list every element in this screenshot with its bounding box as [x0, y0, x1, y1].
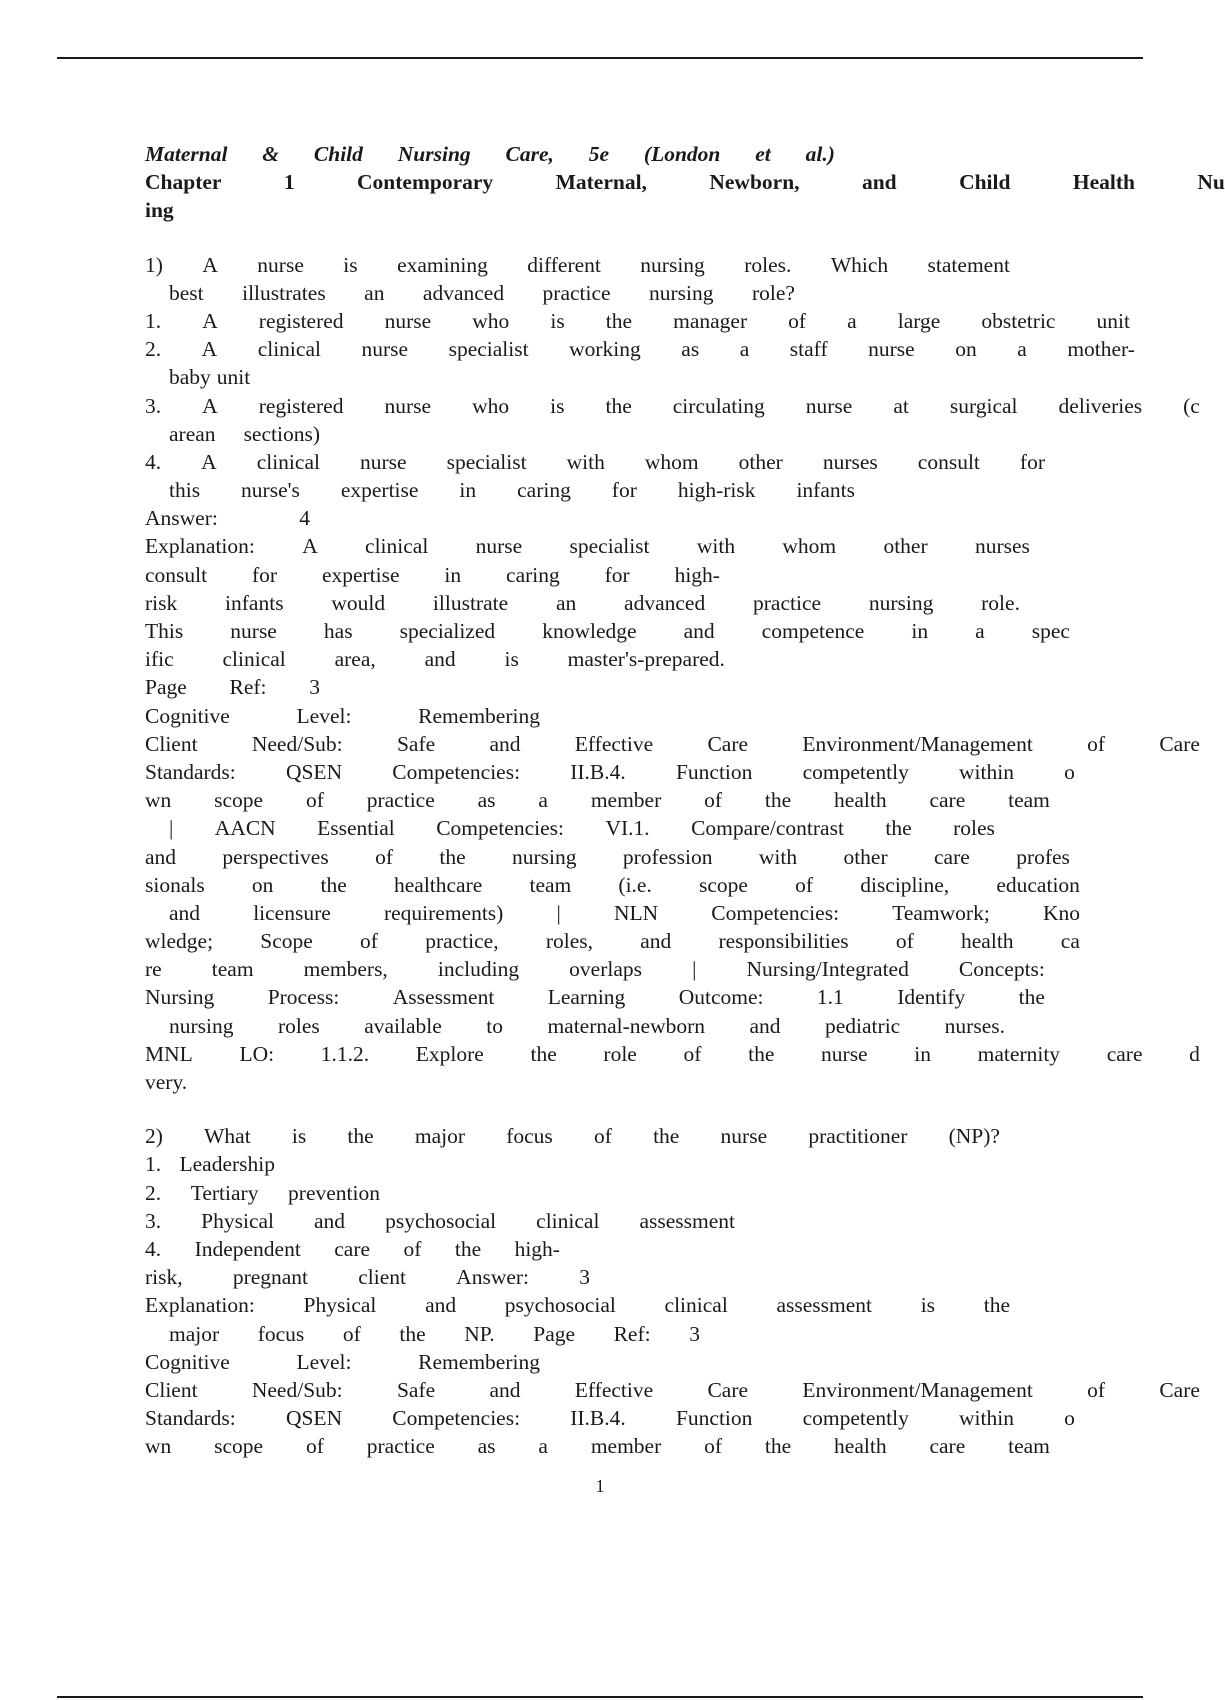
question-2-line: 2. Tertiary prevention — [145, 1180, 380, 1205]
question-1-line: consult for expertise in caring for high- — [145, 562, 720, 587]
question-2-line: Standards: QSEN Competencies: II.B.4. Function competently within o — [145, 1406, 1075, 1431]
spacer — [145, 1096, 1200, 1122]
question-1-line: 4. A clinical nurse specialist with whom other nurses consult for — [145, 449, 1045, 474]
book-title: Maternal & Child Nursing Care, 5e (London et al.) — [145, 142, 835, 166]
question-1-line: Explanation: A clinical nurse specialist with whom other nurses — [145, 534, 1030, 559]
question-1-line: 3. A registered nurse who is the circulating nurse at surgical deliveries (c — [145, 393, 1200, 418]
page-number: 1 — [595, 1476, 605, 1496]
question-1-line: baby unit — [169, 365, 251, 390]
question-1-line: this nurse's expertise in caring for high-risk infants — [169, 478, 855, 503]
question-1-line: MNL LO: 1.1.2. Explore the role of the nurse in maternity care d — [145, 1041, 1200, 1066]
question-1-line: Standards: QSEN Competencies: II.B.4. Function competently within o — [145, 759, 1075, 784]
question-1-line: This nurse has specialized knowledge and competence in a spec — [145, 619, 1070, 643]
top-rule — [57, 57, 1143, 59]
question-1-line: Client Need/Sub: Safe and Effective Care Environment/Management of Care — [145, 731, 1200, 756]
question-1-line: and perspectives of the nursing profession with other care profes — [145, 844, 1070, 869]
question-1-line: | AACN Essential Competencies: VI.1. Compare/contrast the roles — [169, 816, 995, 841]
question-1-line: Cognitive Level: Remembering — [145, 703, 540, 728]
question-1-line: 2. A clinical nurse specialist working as a staff nurse on a mother- — [145, 337, 1135, 362]
question-1-line: wledge; Scope of practice, roles, and responsibilities of health ca — [145, 929, 1080, 954]
document-body — [145, 140, 1225, 1460]
question-2-line: 3. Physical and psychosocial clinical assessment — [145, 1208, 735, 1233]
question-1-line: re team members, including overlaps | Nursing/Integrated Concepts: — [145, 957, 1045, 982]
question-1-line: 1. A registered nurse who is the manager of a large obstetric unit — [145, 308, 1130, 333]
chapter-title-wrap: ing — [145, 198, 174, 223]
question-1-line: very. — [145, 1070, 188, 1094]
question-2-line: Cognitive Level: Remembering — [145, 1349, 540, 1374]
question-2-line: Client Need/Sub: Safe and Effective Care Environment/Management of Care — [145, 1377, 1200, 1402]
question-1-line: risk infants would illustrate an advanced practice nursing role. — [145, 590, 1020, 615]
question-2-line: 2) What is the major focus of the nurse practitioner (NP)? — [145, 1124, 1000, 1149]
question-1-line: Page Ref: 3 — [145, 675, 320, 700]
bottom-rule — [57, 1696, 1143, 1698]
question-2-line: risk, pregnant client Answer: 3 — [145, 1265, 590, 1290]
question-1-line: 1) A nurse is examining different nursing roles. Which statement — [145, 252, 1010, 277]
question-1-line: Answer: 4 — [145, 506, 310, 531]
question-block-1 — [145, 251, 1200, 1097]
question-2-line: 4. Independent care of the high- — [145, 1236, 560, 1261]
spacer — [145, 225, 1200, 251]
question-2-line: 1. Leadership — [145, 1152, 275, 1177]
question-1-line: sionals on the healthcare team (i.e. scope of discipline, education — [145, 872, 1080, 897]
question-block-2 — [145, 1122, 1200, 1460]
question-2-line: major focus of the NP. Page Ref: 3 — [169, 1321, 700, 1346]
question-1-line: nursing roles available to maternal-newborn and pediatric nurses. — [169, 1013, 1005, 1038]
chapter-title: Chapter 1 Contemporary Maternal, Newborn, and Child Health Nu — [145, 170, 1225, 195]
question-2-line: wn scope of practice as a member of the health care team — [145, 1434, 1050, 1459]
question-1-line: wn scope of practice as a member of the health care team — [145, 788, 1050, 813]
question-1-line: best illustrates an advanced practice nursing role? — [169, 280, 795, 305]
question-1-line: ific clinical area, and is master's-prepared. — [145, 647, 725, 672]
question-1-line: and licensure requirements) | NLN Competencies: Teamwork; Kno — [169, 900, 1080, 925]
question-1-line: arean sections) — [169, 421, 320, 446]
question-1-line: Nursing Process: Assessment Learning Outcome: 1.1 Identify the — [145, 985, 1045, 1010]
question-2-line: Explanation: Physical and psychosocial clinical assessment is the — [145, 1293, 1010, 1318]
